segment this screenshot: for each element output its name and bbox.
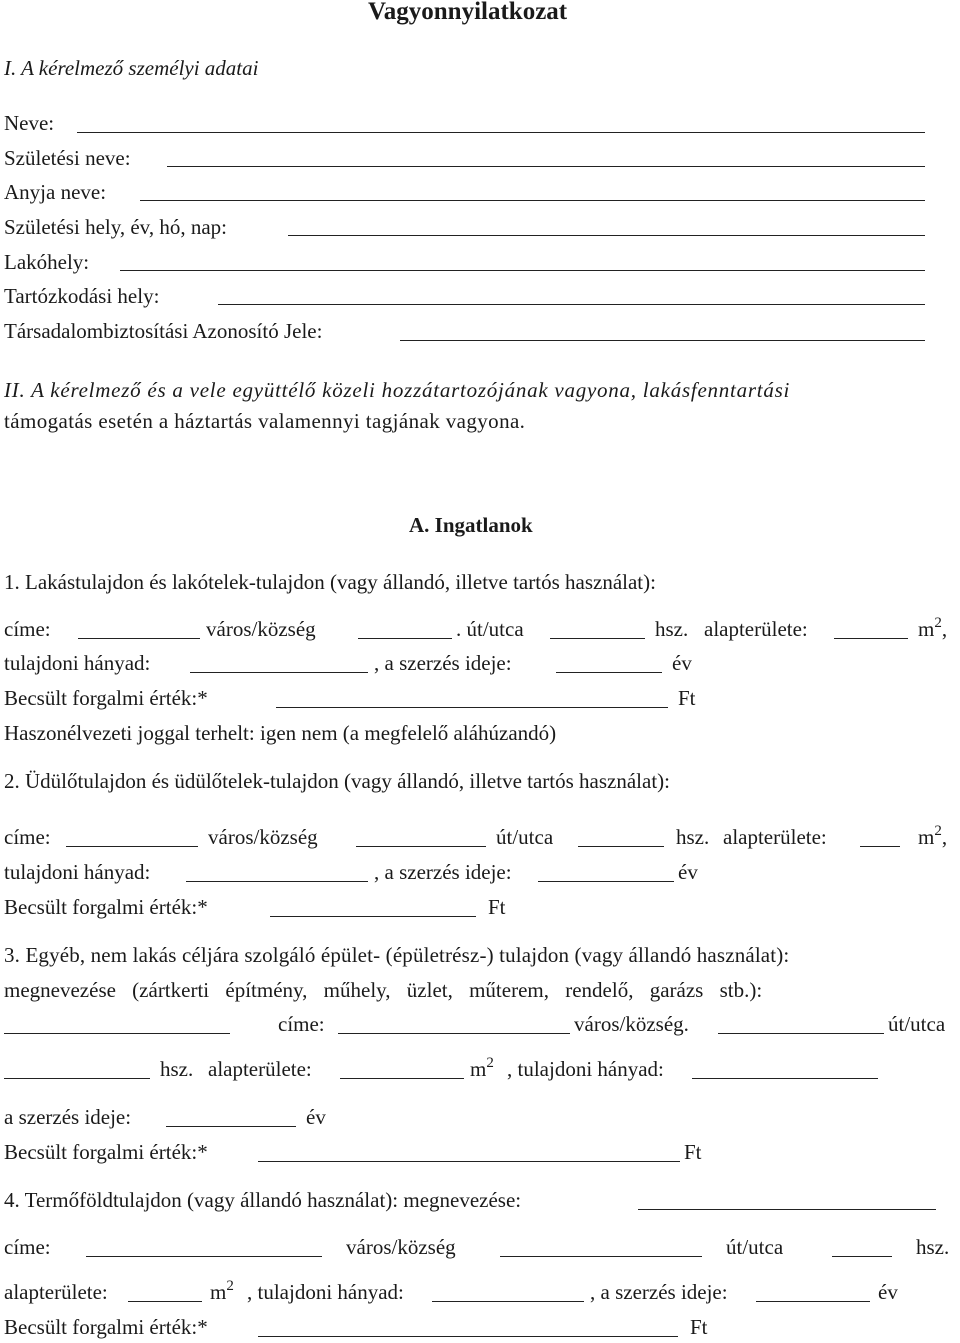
label-alap: alapterülete: (704, 617, 808, 641)
item4-share-blank[interactable] (432, 1301, 584, 1302)
item3-share-blank[interactable] (692, 1078, 878, 1079)
label-cime: címe: (4, 825, 51, 849)
field-taj (4, 316, 956, 346)
document-title: Vagyonnyilatkozat (368, 0, 568, 25)
item1-area-blank[interactable] (834, 638, 908, 639)
label-cime: címe: (4, 1235, 51, 1259)
item4-value-blank[interactable] (258, 1336, 678, 1337)
label-becsult: Becsült forgalmi érték:* (4, 1140, 208, 1164)
label-varos: város/község (346, 1235, 456, 1259)
item3-date-row (4, 1102, 956, 1132)
birth-name-blank[interactable] (167, 166, 925, 167)
item3-area-row (4, 1054, 956, 1084)
field-label: Tartózkodási hely: (4, 284, 160, 308)
label-hanyad: , tulajdoni hányad: (507, 1057, 664, 1081)
item2-area-blank[interactable] (860, 846, 900, 847)
item3-title: 3. Egyéb, nem lakás céljára szolgáló épület- (épületrész-) tulajdon (vagy állandó használat): (4, 943, 790, 967)
field-label: Születési hely, év, hó, nap: (4, 215, 227, 239)
field-label: Társadalombiztosítási Azonosító Jele: (4, 319, 323, 343)
item3-address-row (4, 1009, 956, 1039)
label-ev: év (306, 1105, 326, 1129)
item1-share-blank[interactable] (190, 672, 368, 673)
item1-address-row (4, 614, 956, 644)
item1-share-row (4, 648, 956, 678)
label-varos: város/község (206, 617, 316, 641)
unit-squared: 2 (934, 823, 942, 839)
birth-place-date-blank[interactable] (288, 235, 925, 236)
unit-m: m (918, 825, 935, 849)
label-utca: út/utca (726, 1235, 784, 1259)
section1-heading: I. A kérelmező személyi adatai (4, 56, 259, 80)
field-mother-name (4, 177, 956, 207)
field-stay-place (4, 281, 956, 311)
item3-value-row (4, 1137, 956, 1167)
label-hsz: hsz. (655, 617, 689, 641)
unit-squared: 2 (934, 615, 942, 631)
label-szerzes: , a szerzés ideje: (374, 651, 512, 675)
section2-heading-line2: támogatás esetén a háztartás valamennyi tagjának vagyona. (4, 409, 526, 433)
item4-area-row (4, 1277, 956, 1307)
item3-line2: megnevezése (zártkerti építmény, műhely, üzlet, műterem, rendelő, garázs stb.): (4, 978, 763, 1002)
unit-squared: 2 (226, 1278, 234, 1294)
field-residence (4, 247, 956, 277)
item3-area-blank[interactable] (340, 1078, 464, 1079)
unit-m: m (210, 1280, 227, 1304)
field-label: Anyja neve: (4, 180, 107, 204)
subsection-a-heading: A. Ingatlanok (409, 513, 533, 537)
label-hanyad: tulajdoni hányad: (4, 651, 151, 675)
label-hsz: hsz. (916, 1235, 950, 1259)
item4-title: 4. Termőföldtulajdon (vagy állandó használat): megnevezése: (4, 1188, 522, 1212)
item1-city-blank[interactable] (78, 638, 200, 639)
item4-city-blank[interactable] (86, 1256, 322, 1257)
item4-street-blank[interactable] (500, 1256, 702, 1257)
field-name (4, 108, 956, 138)
label-ft: Ft (678, 686, 696, 710)
item2-share-row (4, 857, 956, 887)
label-utca: út/utca (888, 1012, 946, 1036)
label-cime: címe: (278, 1012, 325, 1036)
stay-place-blank[interactable] (218, 304, 925, 305)
item4-area-blank[interactable] (128, 1301, 202, 1302)
field-label: Neve: (4, 111, 55, 135)
label-hsz: hsz. (676, 825, 710, 849)
item4-name-blank[interactable] (638, 1209, 936, 1210)
item1-value-blank[interactable] (276, 707, 668, 708)
item2-value-blank[interactable] (270, 916, 476, 917)
label-alap: alapterülete: (4, 1280, 108, 1304)
item2-street-blank[interactable] (356, 846, 486, 847)
label-becsult: Becsült forgalmi érték:* (4, 1315, 208, 1339)
item2-value-row (4, 892, 956, 922)
label-cime: címe: (4, 617, 51, 641)
name-blank[interactable] (77, 132, 925, 133)
label-becsult: Becsült forgalmi érték:* (4, 895, 208, 919)
label-szerzes: , a szerzés ideje: (590, 1280, 728, 1304)
field-birth-place-date (4, 212, 956, 242)
label-alap: alapterülete: (723, 825, 827, 849)
label-ft: Ft (684, 1140, 702, 1164)
item4-address-row (4, 1232, 956, 1262)
label-hanyad: , tulajdoni hányad: (247, 1280, 404, 1304)
label-m2 (210, 1277, 234, 1307)
item3-city-blank[interactable] (338, 1033, 570, 1034)
taj-blank[interactable] (400, 340, 925, 341)
item2-hsz-blank[interactable] (578, 846, 664, 847)
label-utca: út/utca (496, 825, 554, 849)
label-alap: alapterülete: (208, 1057, 312, 1081)
item3-name-blank[interactable] (4, 1033, 230, 1034)
label-ft: Ft (690, 1315, 708, 1339)
item3-value-blank[interactable] (258, 1161, 680, 1162)
label-varos: város/község (208, 825, 318, 849)
item3-hsz-blank[interactable] (4, 1078, 150, 1079)
item4-hsz-blank[interactable] (832, 1256, 892, 1257)
item2-city-blank[interactable] (66, 846, 198, 847)
label-szerzes: , a szerzés ideje: (374, 860, 512, 884)
unit-m: m (918, 617, 935, 641)
item2-share-blank[interactable] (186, 881, 368, 882)
item4-value-row (4, 1312, 956, 1342)
label-varos: város/község. (574, 1012, 689, 1036)
label-m2 (918, 614, 947, 644)
item1-usufruct: Haszonélvezeti joggal terhelt: igen nem (a megfelelő aláhúzandó) (4, 721, 557, 745)
comma: , (941, 617, 948, 641)
item1-date-blank[interactable] (556, 672, 662, 673)
label-utca: . út/utca (456, 617, 524, 641)
label-ev: év (878, 1280, 898, 1304)
label-ev: év (678, 860, 698, 884)
mother-name-blank[interactable] (140, 200, 925, 201)
label-ev: év (672, 651, 692, 675)
item1-street-blank[interactable] (358, 638, 452, 639)
item2-date-blank[interactable] (538, 881, 674, 882)
comma: , (941, 825, 948, 849)
item1-hsz-blank[interactable] (550, 638, 645, 639)
section2-heading-line1: II. A kérelmező és a vele együttélő közeli hozzátartozójának vagyona, lakásfenntartási (4, 378, 791, 402)
label-m2 (470, 1054, 494, 1084)
residence-blank[interactable] (120, 270, 925, 271)
field-label: Lakóhely: (4, 250, 90, 274)
label-m2 (918, 822, 947, 852)
label-becsult: Becsült forgalmi érték:* (4, 686, 208, 710)
label-hsz: hsz. (160, 1057, 194, 1081)
item3-date-blank[interactable] (166, 1126, 296, 1127)
field-birth-name (4, 143, 956, 173)
label-ft: Ft (488, 895, 506, 919)
item3-street-blank[interactable] (718, 1033, 884, 1034)
label-szerzes: a szerzés ideje: (4, 1105, 132, 1129)
item1-value-row (4, 683, 956, 713)
unit-m: m (470, 1057, 487, 1081)
item1-title: 1. Lakástulajdon és lakótelek-tulajdon (vagy állandó, illetve tartós használat): (4, 570, 656, 594)
item2-title: 2. Üdülőtulajdon és üdülőtelek-tulajdon (vagy állandó, illetve tartós használat): (4, 769, 670, 793)
item4-date-blank[interactable] (756, 1301, 870, 1302)
field-label: Születési neve: (4, 146, 131, 170)
label-hanyad: tulajdoni hányad: (4, 860, 151, 884)
unit-squared: 2 (486, 1055, 494, 1071)
item2-address-row (4, 822, 956, 852)
